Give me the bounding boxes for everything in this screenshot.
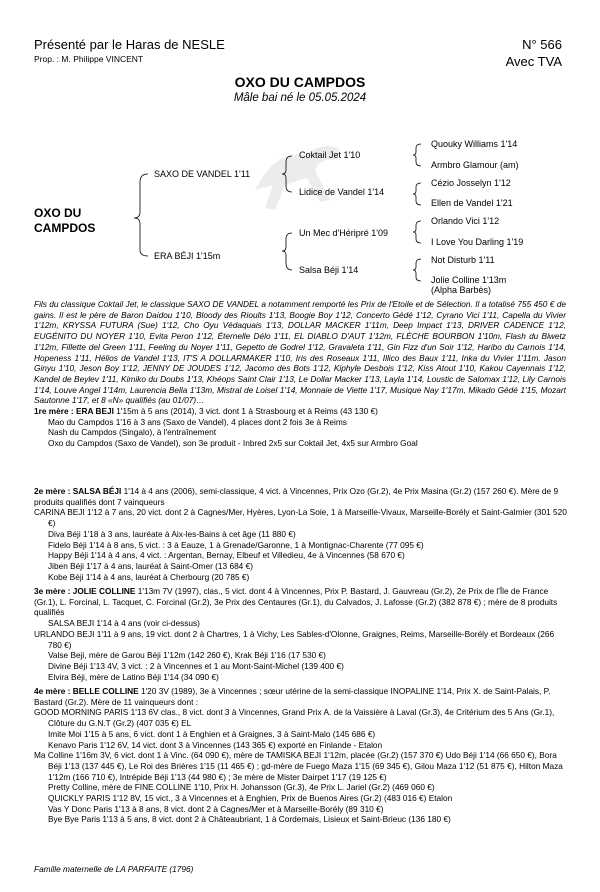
second-dam-produce: Jiben Béji 1'17 à 4 ans, lauréat à Saint-Omer (13 684 €) — [48, 560, 253, 571]
pedigree-sdd: Ellen de Vandel 1'21 — [431, 198, 513, 208]
fourth-dam-produce: QUICKLY PARIS 1'12 8V, 15 vict., 3 à Vincennes et à Enghien, Prix de Buenos Aires (Gr.2) (483 016 €) Etalon — [48, 793, 453, 804]
fourth-dam-text: 1'20 3V (1989), 3e à Vincennes ; sœur utérine de la semi-classique INOPALINE 1'14, Prix X. de Saint-Palais, P. Bastard (Gr.2). Mère de 11 vainqueurs dont : — [34, 686, 551, 707]
pedigree-dd: Salsa Béji 1'14 — [299, 265, 359, 275]
pedigree-ddd-sire: (Alpha Barbès) — [431, 285, 492, 295]
third-dam-section — [34, 586, 569, 682]
owner-line: Prop. : M. Philippe VINCENT — [34, 54, 144, 64]
third-dam-produce: Valse Beji, mère de Garou Béji 1'12m (142 260 €), Krak Béji 1'16 (17 530 €) — [48, 650, 326, 661]
second-dam-section — [34, 486, 569, 582]
first-dam-produce: Oxo du Campdos (Saxo de Vandel), son 3e produit - Inbred 2x5 sur Coktail Jet, 4x5 sur Armbro Goal — [48, 438, 418, 449]
fourth-dam-produce: Imite Moi 1'15 à 5 ans, 6 vict. dont 1 à Enghien et à Graignes, 3 à Saint-Malo (145 686 €) — [48, 728, 376, 739]
pedigree-dsd: I Love You Darling 1'19 — [431, 237, 524, 247]
fourth-dam-produce: Bye Bye Paris 1'13 à 5 ans, 8 vict. dont 2 à Châteaubriant, 1 à Cordemais, Lisieux et Saint-Brieuc (136 180 €) — [48, 814, 451, 825]
pedigree-ssd: Armbro Glamour (am) — [431, 160, 519, 170]
fourth-dam-produce: GOOD MORNING PARIS 1'13 6V clas., 8 vict. dont 3 à Vincennes, Grand Prix A. de la Vaissière à Laval (Gr.3), 4e Critérium des 5 Ans (Gr.1), Clôture du G.N.T (Gr.2) (407 035 €) EL — [34, 707, 555, 729]
fourth-dam-section — [34, 686, 569, 825]
first-dam-section — [34, 406, 569, 449]
pedigree-sds: Cézio Josselyn 1'12 — [431, 178, 511, 188]
first-dam-heading: 1re mère : ERA BEJI — [34, 406, 114, 416]
third-dam-produce: Divine Béji 1'13 4V, 3 vict. : 2 à Vincennes et 1 au Mont-Saint-Michel (139 400 €) — [48, 660, 344, 671]
fourth-dam-produce: Ma Colline 1'16m 3V, 6 vict. dont 1 à Vinc. (64 090 €), mère de TAMISKA BEJI 1'12m, placée (Gr.2) (157 370 €) Udo Béji 1'14 (66 650 €), Bora Béji 1'13 (137 445 €), Le Roi des Brières 1'15 (11 465 €) ; gd-mère de Fuego Maza 1'15 (69 345 €), Gilou Maza 1'12 (51 875 €), Hilton Maza 1'12m (166 710 €), Intrépide Béji 1'13 (44 980 €) ; 3e mère de Mister Dairpet 1'17 (19 125 €) — [34, 750, 563, 782]
first-dam-text: 1'15m à 5 ans (2014), 3 vict. dont 1 à Strasbourg et à Reims (43 130 €) — [116, 406, 378, 416]
pedigree-sd: Lidice de Vandel 1'14 — [299, 187, 385, 197]
fourth-dam-produce: Vas Y Donc Paris 1'13 à 8 ans, 8 vict. dont 2 à Cagnes/Mer et à Marseille-Borély (89 310 €) — [48, 803, 384, 814]
pedigree-ss: Coktail Jet 1'10 — [299, 150, 361, 160]
third-dam-heading: 3e mère : JOLIE COLLINE — [34, 586, 136, 596]
pedigree-ddd: Jolie Colline 1'13m — [431, 275, 507, 285]
second-dam-text: 1'14 à 4 ans (2006), semi-classique, 4 vict. à Vincennes, Prix Ozo (Gr.2), 4e Prix Masina (Gr.2) (157 260 €). Mère de 9 produits qualifiés dont 7 vainqueurs — [34, 486, 559, 507]
sire-description: Fils du classique Coktail Jet, le classique SAXO DE VANDEL a notamment remporté les Prix de l'Etoile et de Sélection. Il a totalisé 755 450 € de gains. Il est le père de Baron Daidou 1'10, Bloody des Rioults 1'13, Boogie Boy 1'12, Concerto Gédé 1'12, Cyrano Vici 1'11, Capella du Vivier 1'12m, KRYSSA FUTURA (Sue) 1'12, Cho Oyu Védaquais 1'13, DOLLAR MACKER 1'11m, Deep Impact 1'13, DRIVER CADENCE 1'12, EUGÉNITO DU NOYER 1'10, Evita Peron 1'12, Éternelle Délo 1'11, EL DIABLO D'AUT 1'12m, FLÈCHE BOURBON 1'10m, Flash du Biwetz 1'12m, Fillette del Green 1'11, Feeling du Noyer 1'11, Gepetto de Godrel 1'12, Gravaleta 1'11, Gin Fizz d'un Soir 1'12, Haribo du Carnois 1'14, Hopeness 1'11, Hélios de Vandel 1'13, IT'S A DOLLARMAKER 1'10, Iris des Roseaux 1'11, Illico des Baux 1'11, Inka du Vivier 1'11m. Jason Ginyu 1'10, Jeson Boy 1'12, JENNY DE JOUDES 1'12, Jacomo des Bots 1'12, Kiphyle Desbois 1'12, Kiss Atout 1'10, Kakou Cayennais 1'12, Kandel de Beylev 1'11, Kimiko du Doubs 1'13, Khéops Saint Clair 1'13, Le Dollar Macker 1'13, Layla 1'14, Loustic de Salomax 1'12, Lily Carnois 1'14, Louve Angel 1'14m, Laurencia Bella 1'13m, Mistral de Loisel 1'14, Monnaie de Viette 1'17, Musique Nay 1'17m, Mikado Gédé 1'15, Mozart Sautonne 1'17, et 8 «N» qualifiés (au 01/07)… — [34, 299, 566, 406]
third-dam-text: 1'13m 7V (1997), clas., 5 vict. dont 4 à Vincennes, Prix P. Bastard, J. Gauvreau (Gr.2), 2e Prix de l'Île de France (Gr.1), L. Forcinal, L. Tacquet, C. Forcinal (Gr.2), 3e Prix des Centaures (Gr.1), du Calvados, J. Lafosse (Gr.2) (382 878 €) ; mère de 8 produits qualifiés — [34, 586, 558, 618]
third-dam-produce: SALSA BEJI 1'14 à 4 ans (voir ci-dessus) — [48, 618, 200, 629]
fourth-dam-heading: 4e mère : BELLE COLLINE — [34, 686, 139, 696]
presenter-line: Présenté par le Haras de NESLE — [34, 37, 225, 52]
tva-label: Avec TVA — [505, 54, 562, 69]
maternal-family: Famille maternelle de LA PARFAITE (1796) — [34, 864, 194, 874]
fourth-dam-produce: Pretty Colline, mère de FINE COLLINE 1'10, Prix H. Johansson (Gr.3), 4e Prix L. Jariel (Gr.2) (469 060 €) — [48, 782, 435, 793]
third-dam-produce: URLANDO BEJI 1'11 à 9 ans, 19 vict. dont 2 à Chartres, 1 à Vichy, Les Sables-d'Olonne, Graignes, Reims, Marseille-Borély et Bordeaux (266 780 €) — [34, 628, 555, 650]
pedigree-horse-name: OXO DU CAMPDOS — [34, 206, 96, 235]
pedigree-dam: ERA BÉJI 1'15m — [154, 251, 221, 261]
fourth-dam-produce: Kenavo Paris 1'12 6V, 14 vict. dont 3 à Vincennes (143 365 €) exporté en Finlande - Etalon — [48, 739, 383, 750]
second-dam-heading: 2e mère : SALSA BÉJI — [34, 486, 122, 496]
pedigree-sss: Quouky Williams 1'14 — [431, 139, 518, 149]
first-dam-produce: Nash du Campdos (Singalo), à l'entraînement — [48, 427, 217, 438]
pedigree-dds: Not Disturb 1'11 — [431, 255, 495, 265]
second-dam-produce: Diva Béji 1'18 à 3 ans, lauréate à Aix-les-Bains à cet âge (11 880 €) — [48, 528, 296, 539]
first-dam-produce: Mao du Campdos 1'16 à 3 ans (Saxo de Vandel), 4 places dont 2 fois 3e à Reims — [48, 416, 347, 427]
pedigree-sire: SAXO DE VANDEL 1'11 — [154, 169, 251, 179]
second-dam-produce: CARINA BEJI 1'12 à 7 ans, 20 vict. dont 2 à Cagnes/Mer, Hyères, Lyon-La Soie, 1 à Marseille-Vivaux, Marseille-Borély et Saint-Galmier (301 520 €) — [34, 507, 567, 529]
second-dam-produce: Kobe Béji 1'14 à 4 ans, lauréat à Cherbourg (20 785 €) — [48, 571, 250, 582]
horse-subtitle: Mâle bai né le 05.05.2024 — [233, 92, 367, 104]
pedigree-ds: Un Mec d'Héripré 1'09 — [299, 228, 388, 238]
pedigree-dss: Orlando Vici 1'12 — [431, 216, 500, 226]
horse-title: OXO DU CAMPDOS — [234, 74, 366, 90]
lot-number: N° 566 — [522, 37, 562, 52]
second-dam-produce: Happy Béji 1'14 à 4 ans, 4 vict. : Argentan, Bernay, Elbeuf et Villedieu, 4e à Vincennes (58 670 €) — [48, 550, 405, 561]
third-dam-produce: Elvira Béji, mère de Latino Béji 1'14 (34 090 €) — [48, 671, 219, 682]
second-dam-produce: Fidelo Béji 1'14 à 8 ans, 5 vict. : 3 à Eauze, 1 à Grenade/Garonne, 1 à Montignac-Charente (77 095 €) — [48, 539, 424, 550]
